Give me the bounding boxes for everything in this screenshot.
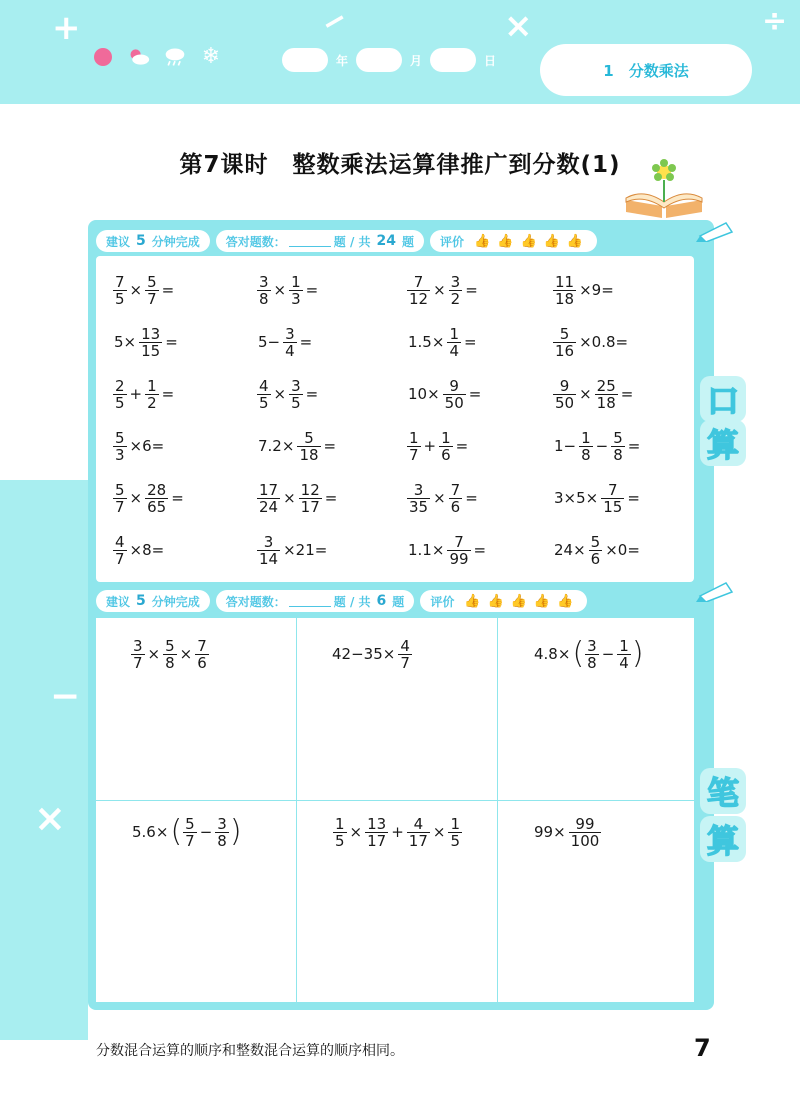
problem-row [112,318,692,366]
numerator: 7 [454,532,464,551]
suggested-time: 建议 5 分钟完成 [96,590,210,612]
thumb-up-icon[interactable]: 👍 [487,593,504,609]
operator-text: = [455,437,469,455]
operator-text: 3×5× [554,489,599,507]
oral-problem[interactable] [406,370,483,418]
numerator: 3 [291,376,301,395]
numerator: 4 [115,532,125,551]
operator-text: = [161,281,175,299]
numerator: 1 [409,428,419,447]
fraction [145,482,168,515]
oral-problem[interactable] [256,318,314,366]
fraction [407,816,430,849]
fraction [257,482,280,515]
operator-text: ×9= [579,281,614,299]
operator-text: ×0= [605,541,640,559]
fraction [443,378,466,411]
fraction [447,534,470,567]
operator-text: × [432,823,446,841]
fraction [183,816,197,849]
operator-text: 1.1× [408,541,445,559]
fraction [113,534,127,567]
fraction [283,326,297,359]
operator-text: = [305,281,319,299]
thumb-up-icon[interactable]: 👍 [533,593,551,609]
oral-problem[interactable] [552,422,642,470]
denominator: 24 [259,497,279,516]
operator-text: 10× [408,385,440,403]
operator-text: × [433,281,446,299]
operator-text: 42−35× [332,645,396,663]
operator-text: × [273,281,287,299]
operator-text: × [129,281,143,299]
numerator: 3 [259,272,269,291]
numerator: 5 [613,428,623,447]
denominator: 15 [141,341,161,360]
fraction [145,274,159,307]
correct-count-field[interactable] [289,595,331,607]
fraction [448,816,462,849]
header-band [0,0,800,104]
numerator: 1 [581,428,591,447]
operator-text: 5.6× [132,823,169,841]
grid-divider [96,800,694,801]
denominator: 99 [449,549,469,568]
problem-row [112,266,692,314]
denominator: 4 [285,341,295,360]
grid-divider [497,618,498,1002]
operator-text: = [165,333,178,351]
oral-problem[interactable] [552,370,635,418]
thumb-up-icon[interactable]: 👍 [510,593,527,609]
fraction [195,638,209,671]
oral-problem[interactable] [112,266,176,314]
numerator: 3 [133,636,143,655]
fraction [447,326,461,359]
parenthesis: ( [572,636,585,671]
numerator: 7 [115,272,125,291]
numerator: 9 [559,376,570,395]
numerator: 1 [291,272,301,291]
denominator: 50 [444,393,464,412]
operator-text: + [391,823,404,841]
fraction [449,482,463,515]
problem-row [112,474,692,522]
denominator: 5 [115,393,125,412]
operator-text: + [423,437,437,455]
oral-problem[interactable] [406,266,480,314]
fraction [257,274,271,307]
operator-text: 99× [534,823,566,841]
fraction [131,638,145,671]
operator-text: = [468,385,482,403]
numerator: 5 [165,636,175,655]
operator-text: = [620,385,634,403]
operator-text: 5− [258,333,281,351]
fraction [579,430,593,463]
fraction [297,430,320,463]
denominator: 7 [147,289,157,308]
oral-problem[interactable] [112,474,186,522]
operator-text: = [305,385,319,403]
denominator: 5 [259,393,269,412]
numerator: 2 [115,376,125,395]
numerator: 99 [575,814,595,833]
denominator: 8 [217,831,227,850]
oral-problem[interactable] [406,526,488,574]
numerator: 4 [413,814,424,833]
written-tag-2: 算 [700,816,746,862]
denominator: 7 [400,653,410,672]
numerator: 12 [300,480,320,499]
numerator: 7 [608,480,618,499]
fraction [407,482,430,515]
fraction [617,638,631,671]
numerator: 3 [587,636,597,655]
written-problem[interactable] [332,808,463,856]
snow-icon[interactable]: ❄ [201,44,221,69]
numerator: 1 [450,814,461,833]
fraction [113,378,127,411]
thumb-up-icon[interactable]: 👍 [497,233,514,249]
written-problem[interactable] [130,630,210,678]
fraction [601,482,624,515]
grid-divider [296,618,297,1002]
denominator: 3 [291,289,301,308]
operator-text: = [465,489,478,507]
parenthesis: ( [170,814,183,849]
thumb-up-icon[interactable]: 👍 [520,233,537,249]
numerator: 3 [285,324,295,343]
fraction [589,534,603,567]
operator-text: × [283,489,296,507]
oral-problem[interactable] [256,266,320,314]
denominator: 8 [613,445,623,464]
numerator: 5 [559,324,570,343]
oral-problem[interactable] [112,318,180,366]
denominator: 35 [409,497,429,516]
oral-problem[interactable] [112,422,166,470]
denominator: 18 [299,445,319,464]
parenthesis: ) [229,814,242,849]
numerator: 1 [619,636,629,655]
correct-count-field[interactable] [289,235,331,247]
times-decoration-icon: × [504,6,533,46]
numerator: 1 [335,814,345,833]
denominator: 5 [450,831,461,850]
operator-text: × [349,823,363,841]
fraction [333,816,347,849]
oral-problem[interactable] [552,474,642,522]
fraction [289,378,303,411]
oral-problem[interactable] [112,526,166,574]
numerator: 17 [259,480,279,499]
denominator: 17 [367,831,387,850]
written-tag-1: 笔 [700,768,746,814]
numerator: 13 [367,814,387,833]
fraction [398,638,412,671]
numerator: 5 [115,480,125,499]
oral-problem[interactable] [112,370,176,418]
operator-text: − [595,437,609,455]
rain-icon[interactable] [164,46,186,68]
operator-text: = [171,489,184,507]
numerator: 1 [441,428,451,447]
denominator: 17 [300,497,320,516]
thumb-up-icon[interactable]: 👍 [566,233,583,249]
denominator: 65 [147,497,167,516]
operator-text: 7.2× [258,437,295,455]
numerator: 13 [141,324,161,343]
pencil-icon [696,580,736,602]
numerator: 1 [449,324,459,343]
oral-problem[interactable] [406,422,470,470]
operator-text: 4.8× [534,645,571,663]
oral-problem[interactable] [256,422,338,470]
written-problem[interactable] [532,630,644,678]
denominator: 12 [409,289,429,308]
year-label: 年 [335,53,348,68]
fraction [113,274,127,307]
rating: 评价 👍 👍 👍 👍 👍 [420,590,587,612]
denominator: 5 [291,393,301,412]
denominator: 50 [555,393,575,412]
fraction [439,430,453,463]
fraction [611,430,625,463]
fraction [365,816,388,849]
operator-text: ×8= [129,541,165,559]
thumb-up-icon[interactable]: 👍 [557,593,574,609]
problem-row [112,422,692,470]
numerator: 3 [450,272,461,291]
operator-text: = [324,489,338,507]
oral-problem[interactable] [552,526,642,574]
date-fields [282,48,500,72]
denominator: 5 [115,289,125,308]
operator-text: − [601,645,615,663]
operator-text: ×0.8= [579,333,629,351]
denominator: 6 [590,549,601,568]
fraction [289,274,303,307]
month-label: 月 [409,53,422,68]
numerator: 3 [413,480,424,499]
sun-cloud-icon[interactable] [128,46,150,68]
numerator: 5 [115,428,125,447]
unit-title: 1 分数乘法 [540,44,752,96]
fraction [595,378,618,411]
operator-text: × [579,385,592,403]
parenthesis: ) [631,636,644,671]
operator-text: + [129,385,143,403]
oral-problem[interactable] [552,266,616,314]
score-counter: 答对题数： 题 / 共 6 题 [216,590,415,612]
numerator: 28 [147,480,167,499]
lesson-title: 第7课时 整数乘法运算律推广到分数(1) [179,152,621,178]
day-field[interactable] [430,48,476,72]
operator-text: = [627,437,641,455]
numerator: 11 [555,272,575,291]
operator-text: ×6= [129,437,165,455]
fraction [407,274,430,307]
fraction [449,274,463,307]
tip-note: 分数混合运算的顺序和整数混合运算的顺序相同。 [96,1043,404,1059]
operator-text: × [179,645,193,663]
denominator: 15 [603,497,623,516]
denominator: 6 [197,653,207,672]
thumb-up-icon[interactable]: 👍 [543,233,560,249]
fraction [299,482,322,515]
numerator: 5 [147,272,157,291]
rating: 评价 👍 👍 👍 👍 👍 [430,230,597,252]
oral-section-bar [96,228,706,254]
oral-problem[interactable] [552,318,630,366]
score-counter: 答对题数： 题 / 共 24 题 [216,230,424,252]
operator-text: = [627,489,640,507]
numerator: 25 [596,376,616,395]
sun-icon[interactable] [92,46,114,68]
operator-text: 24× [554,541,586,559]
fraction [553,274,576,307]
oral-problem[interactable] [406,474,480,522]
denominator: 2 [450,289,461,308]
denominator: 2 [147,393,157,412]
fraction [257,534,280,567]
denominator: 7 [409,445,419,464]
oral-tag-2: 算 [700,420,746,466]
oral-tag-1: 口 [700,376,746,422]
year-field[interactable] [282,48,328,72]
operator-text: × [129,489,143,507]
minus-decoration-icon: − [314,0,355,43]
numerator: 7 [450,480,461,499]
pencil-icon [696,220,736,242]
minus-decoration-icon: − [50,676,81,717]
side-band [0,480,88,1040]
fraction [113,430,127,463]
operator-text: = [161,385,175,403]
denominator: 7 [185,831,195,850]
fraction [407,430,421,463]
fraction [553,326,576,359]
operator-text: = [473,541,487,559]
written-problem[interactable] [532,808,602,856]
operator-text: × [433,489,446,507]
numerator: 4 [259,376,269,395]
numerator: 9 [449,376,459,395]
denominator: 100 [570,831,600,850]
numerator: 7 [413,272,424,291]
operator-text: × [273,385,287,403]
numerator: 4 [400,636,410,655]
operator-text: ×21= [283,541,328,559]
denominator: 8 [587,653,597,672]
denominator: 4 [449,341,459,360]
operator-text: = [465,281,478,299]
denominator: 5 [335,831,345,850]
denominator: 18 [596,393,616,412]
fraction [569,816,602,849]
numerator: 5 [185,814,195,833]
denominator: 18 [555,289,575,308]
suggested-time: 建议 5 分钟完成 [96,230,210,252]
written-problem[interactable] [130,808,242,856]
denominator: 8 [581,445,591,464]
book-flower-icon [622,158,706,220]
operator-text: − [199,823,213,841]
thumb-up-icon[interactable]: 👍 [464,593,481,609]
times-decoration-icon: × [34,796,66,840]
numerator: 7 [197,636,207,655]
fraction [163,638,177,671]
day-label: 日 [483,53,496,68]
divide-decoration-icon: ÷ [762,4,788,39]
operator-text: = [323,437,337,455]
numerator: 1 [147,376,157,395]
numerator: 5 [590,532,601,551]
denominator: 8 [165,653,175,672]
denominator: 7 [115,549,125,568]
numerator: 3 [263,532,274,551]
operator-text: × [147,645,161,663]
denominator: 16 [555,341,575,360]
denominator: 8 [259,289,269,308]
fraction [553,378,576,411]
denominator: 7 [115,497,125,516]
operator-text: 1− [554,437,577,455]
denominator: 4 [619,653,629,672]
operator-text: 1.5× [408,333,445,351]
oral-problem[interactable] [406,318,479,366]
denominator: 17 [408,831,428,850]
weather-selector [92,46,222,68]
operator-text: = [299,333,313,351]
denominator: 6 [441,445,451,464]
operator-text: 5× [114,333,137,351]
thumb-up-icon[interactable]: 👍 [474,233,491,249]
problem-row [112,526,692,574]
fraction [113,482,127,515]
month-field[interactable] [356,48,402,72]
denominator: 3 [115,445,125,464]
numerator: 5 [304,428,314,447]
oral-problem[interactable] [256,474,339,522]
problem-row [112,370,692,418]
fraction [139,326,162,359]
numerator: 3 [217,814,227,833]
fraction [257,378,271,411]
denominator: 14 [259,549,279,568]
written-problem[interactable] [330,630,413,678]
fraction [145,378,159,411]
operator-text: = [463,333,477,351]
fraction [215,816,229,849]
page-number: 7 [694,1034,711,1062]
denominator: 7 [133,653,143,672]
denominator: 6 [450,497,461,516]
oral-problem[interactable] [256,370,320,418]
fraction [585,638,599,671]
plus-decoration-icon: + [52,8,81,48]
oral-problem[interactable] [256,526,329,574]
written-section-bar [96,588,706,614]
